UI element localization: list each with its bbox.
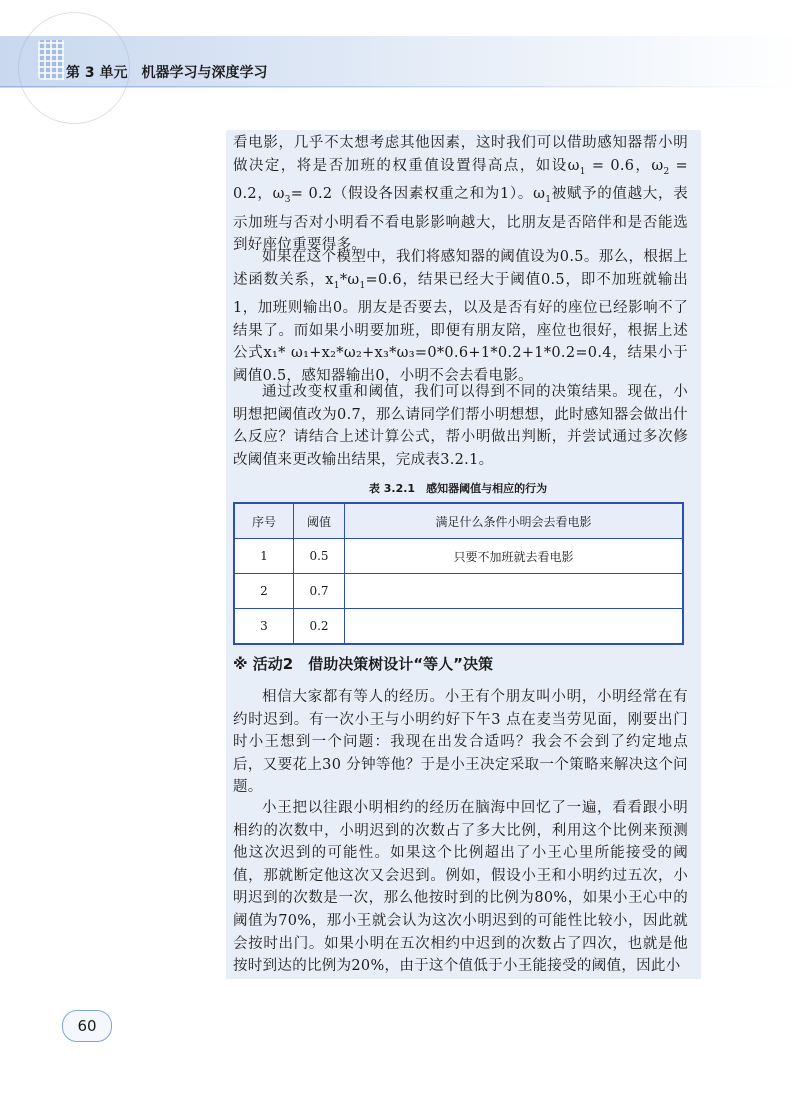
paragraph-1: 看电影，几乎不太想考虑其他因素，这时我们可以借助感知器帮小明做决定，将是否加班的权重值设置得高点，如设$\omega_1 = 0.6$，$\omega_2 = 0.2$，$\omega_3= 0.2$（假设各因素权重之和为1）。$\omega_1$被赋予的值越大，表示加班与否对小明看不看电影影响越大，比朋友是否陪伴和是否能选到好座位重要得多。 <box>233 135 689 254</box>
table-caption: 表 3.2.1 感知器阈值与相应的行为 <box>368 482 548 495</box>
page-number: 60 <box>62 1010 112 1042</box>
p1-rest: 被赋予的值越大，表示加班与否对小明看不看电影影响越大，比朋友是否陪伴和是否能选到好座位重要得多。 <box>233 186 688 254</box>
p2-d: ，结果小于阈值0.5，感知器输出0，小明不会去看电影。 <box>233 345 688 384</box>
p2-formula: x₁* ω₁+x₂*ω₂+x₃*ω₃=0*0.6+1*0.2+1*0.2=0.4 <box>263 345 612 362</box>
table-cell-condition <box>345 574 684 609</box>
paragraph-4: 相信大家都有等人的经历。小王有个朋友叫小明，小明经常在有约时迟到。有一次小王与小明约好下午3 点在麦当劳见面，刚要出门时小王想到一个问题：我现在出发合适吗？我会不会到了约定地点后，又要花上30 分钟等他？于是小王决定采取一个策略来解决这个问题。 <box>233 689 688 796</box>
table-cell-threshold: 0.5 <box>294 539 345 574</box>
p1-line2: 做决定，将是否加班的权重值设置得高点，如设ω <box>233 157 580 174</box>
table-row <box>234 539 683 574</box>
table-cell-condition <box>345 609 684 645</box>
p1-line3: ω <box>272 186 285 203</box>
table-header-row <box>234 503 683 539</box>
paragraph-5: 小王把以往跟小明相约的经历在脑海中回忆了一遍，看看跟小明相约的次数中，小明迟到的次数占了多大比例，利用这个比例来预测他这次迟到的可能性。如果这个比例超出了小王心里所能接受的阈值，那就断定他这次又会迟到。例如，假设小王和小明约过五次，小明迟到的次数是一次，那么他按时到的比例为80%，如果小王心中的阈值为70%，那小王就会认为这次小明迟到的可能性比较小，因此就会按时出门。如果小明在五次相约中迟到的次数占了四次，也就是他按时到达的比例为20%，由于这个值低于小王能接受的阈值，因此小 <box>233 800 688 975</box>
table-header-cell: 序号 <box>234 503 294 539</box>
p1-w2: = 0.2， <box>233 157 689 203</box>
table-header-cell: 阈值 <box>294 503 345 539</box>
threshold-table <box>233 502 684 645</box>
p1-w1: = 0.6，ω <box>585 157 664 174</box>
table-cell-threshold: 0.2 <box>294 609 345 645</box>
grid-decoration-icon <box>38 40 64 80</box>
table-header-cell: 满足什么条件小明会去看电影 <box>345 503 684 539</box>
p2-a: 如果在这个模型中，我们将感知器的阈值设为0.5。那么，根据上述函数关系，x <box>233 249 688 288</box>
table-cell-condition: 只要不加班就去看电影 <box>345 539 684 574</box>
table-cell-no: 1 <box>234 539 294 574</box>
paragraph-3: 通过改变权重和阈值，我们可以得到不同的决策结果。现在，小明想把阈值改为0.7，那么请同学们帮小明想想，此时感知器会做出什么反应？请结合上述计算公式，帮小明做出判断，并尝试通过多次修改阈值来更改输出结果，完成表3.2.1。 <box>233 384 688 468</box>
p1-line1: 看电影，几乎不太想考虑其他因素，这时我们可以借助感知器帮小明 <box>233 135 688 151</box>
p2-b: *ω <box>339 271 360 288</box>
threshold-table-wrap <box>233 502 684 644</box>
unit-title: 第 3 单元 机器学习与深度学习 <box>66 65 268 81</box>
table-row <box>234 609 683 645</box>
p1-w3: = 0.2（假设各因素权重之和为1）。ω <box>290 186 546 203</box>
p2-c: =0.6，结果已经大于阈值0.5，即不加班就输出1，加班则输出0。朋友是否要去，以及是否有好的座位已经影响不了结果了。而如果小明要加班，即便有朋友陪，座位也很好，根据上述公式 <box>233 271 688 362</box>
header-divider <box>0 86 800 87</box>
table-cell-no: 2 <box>234 574 294 609</box>
table-cell-threshold: 0.7 <box>294 574 345 609</box>
paragraph-2: 如果在这个模型中，我们将感知器的阈值设为0.5。那么，根据上述函数关系，$x_1*\omega_1=0.6$，结果已经大于阈值0.5，即不加班就输出1，加班则输出0。朋友是否要去，以及是否有好的座位已经影响不了结果了。而如果小明要加班，即便有朋友陪，座位也很好，根据上述公式x₁* ω₁+x₂*ω₂+x₃*ω₃=0*0.6+1*0.2+1*0.2=0.4，结果小于阈值0.5，感知器输出0，小明不会去看电影。 <box>233 249 688 384</box>
table-cell-no: 3 <box>234 609 294 645</box>
activity-heading: ※ 活动2 借助决策树设计“等人”决策 <box>233 655 493 673</box>
table-row <box>234 574 683 609</box>
